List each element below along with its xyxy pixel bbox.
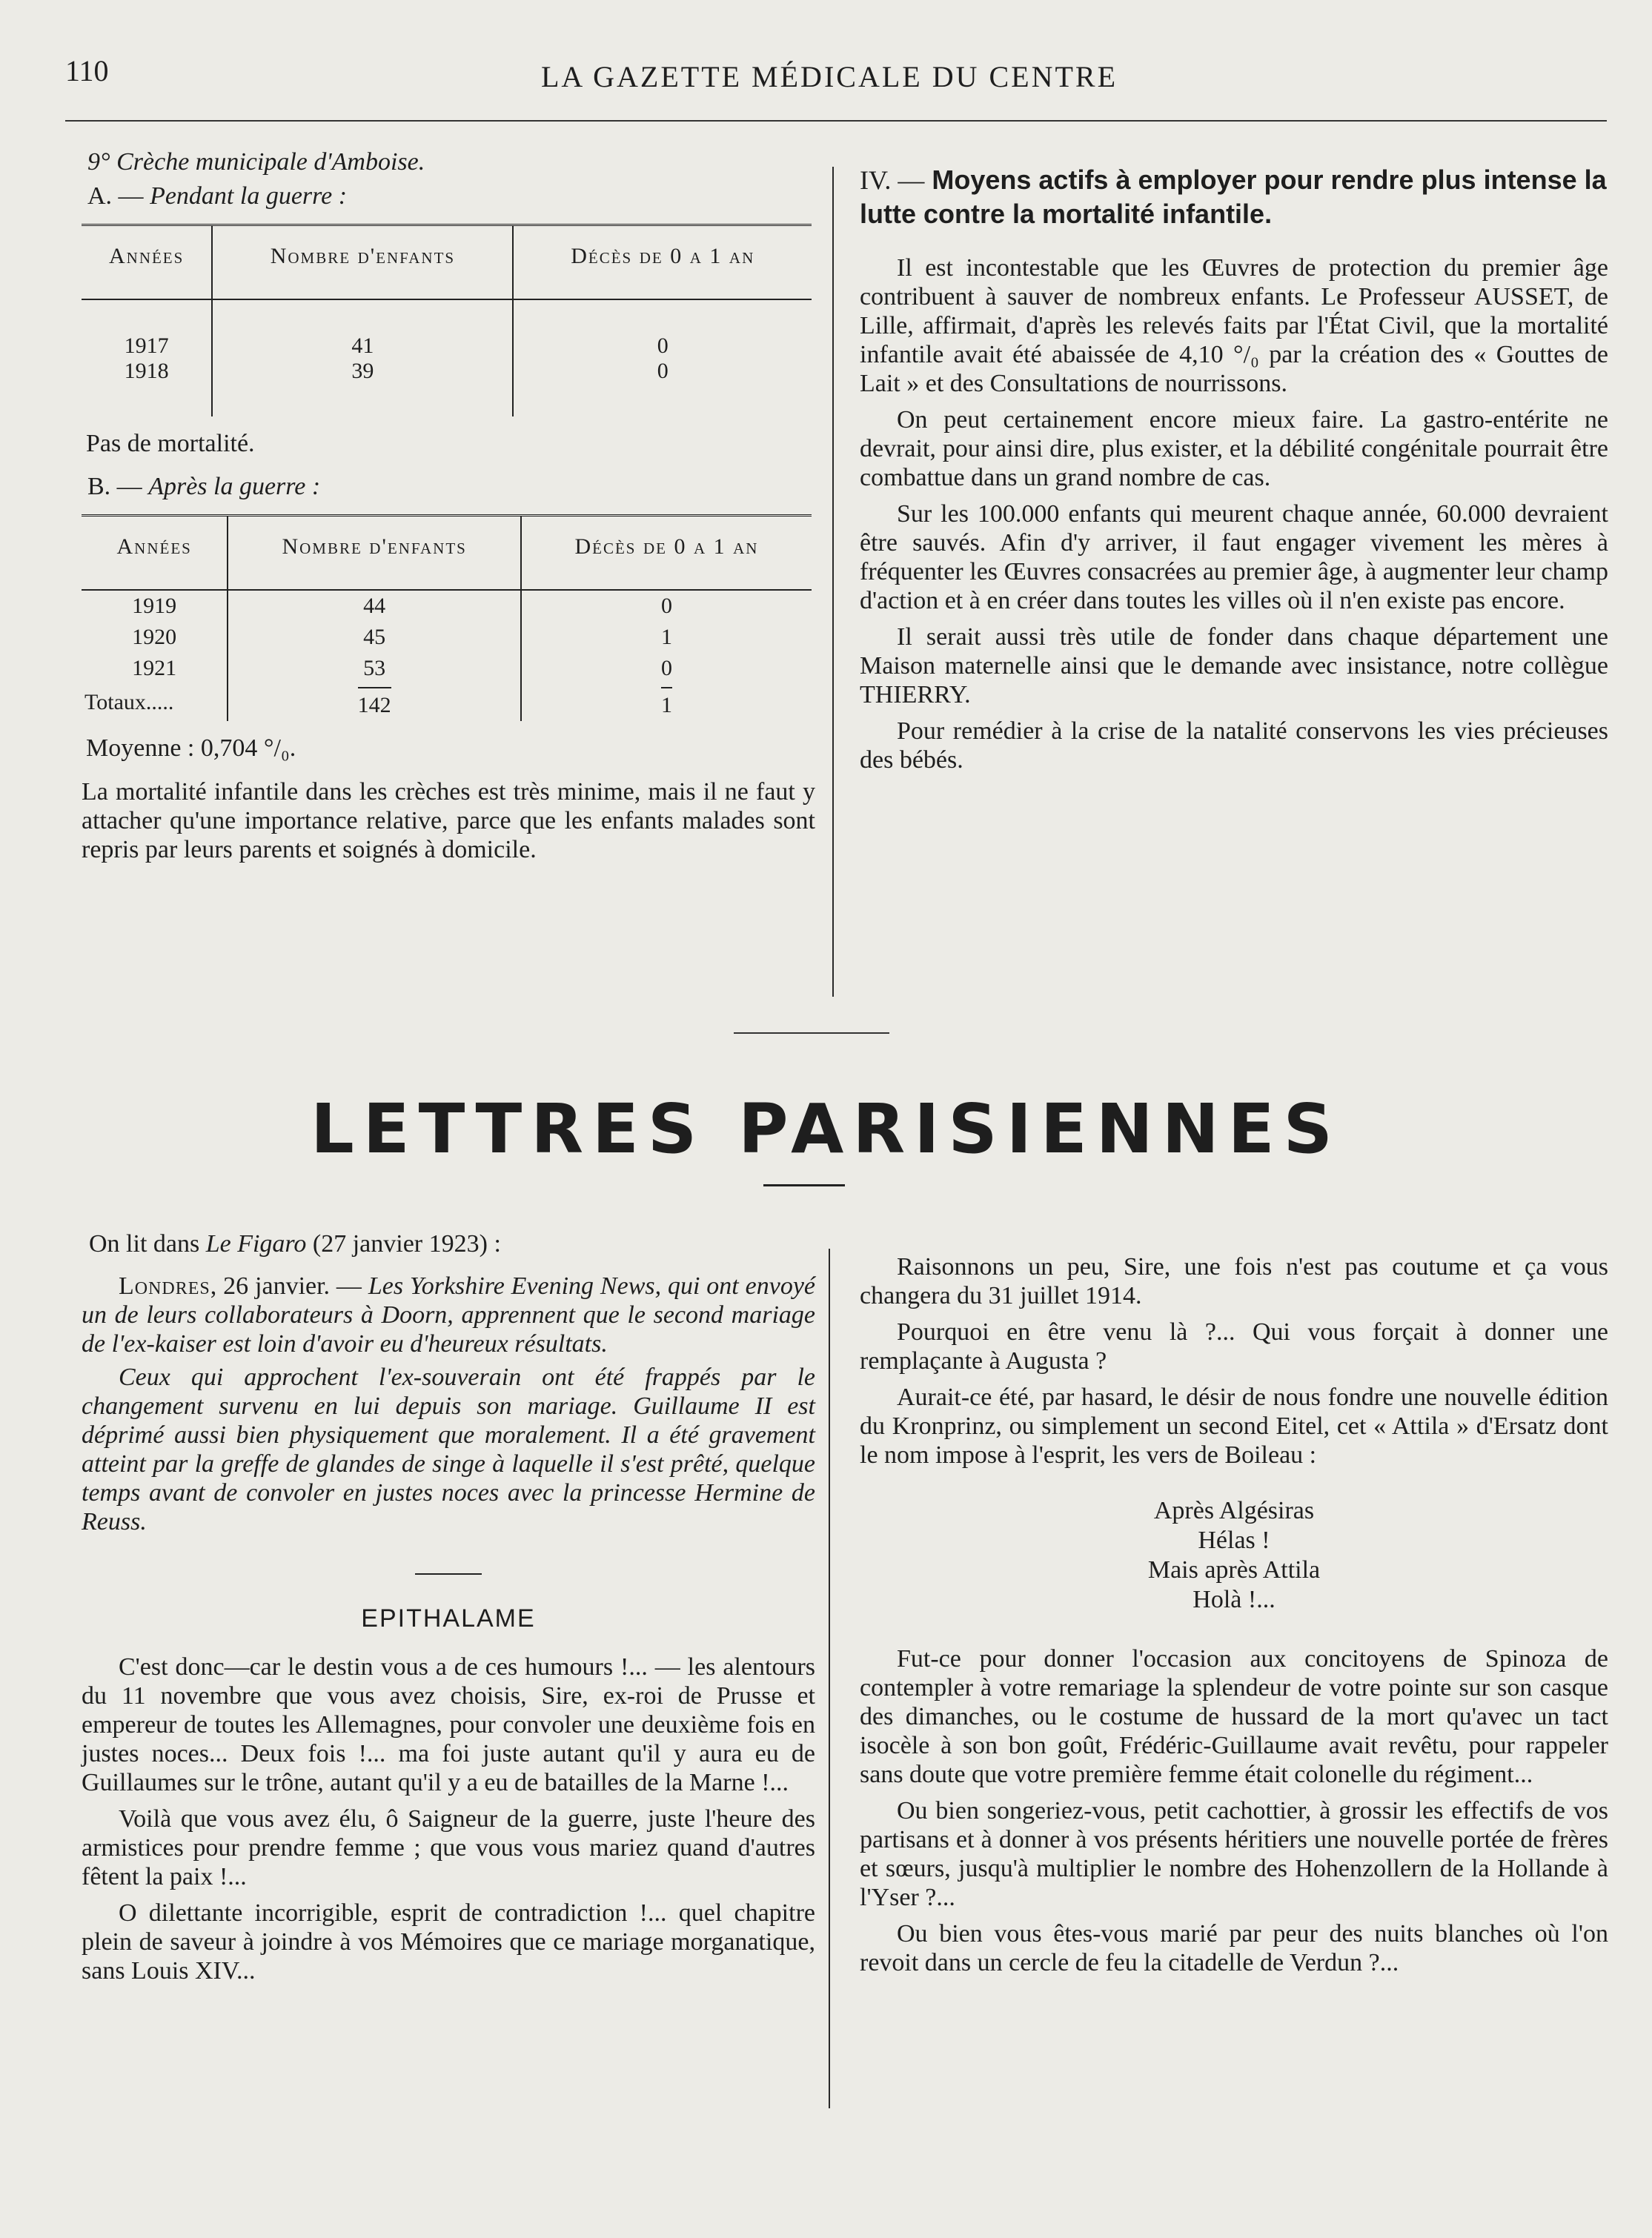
paragraph: Aurait-ce été, par hasard, le désir de nous fondre une nouvelle édition du Kronprinz, ou simplement un second Eitel, cet « Attila » d'Ersatz dont le nom impose à l'esprit, les vers de Boileau : <box>860 1384 1608 1469</box>
table-header: Années <box>82 225 212 300</box>
section-iv-heading <box>860 163 1608 231</box>
table-header: Nombre d'enfants <box>228 516 521 591</box>
newspaper-name: Le Figaro <box>205 1230 307 1258</box>
running-title: LA GAZETTE MÉDICALE DU CENTRE <box>541 60 1118 93</box>
epithalame-heading: EPITHALAME <box>361 1604 536 1633</box>
table-cell: 1919 <box>132 594 177 618</box>
table-cell: 0 0 <box>513 299 812 416</box>
table-cell: 1921 <box>132 656 177 680</box>
page-number: 110 <box>65 54 109 87</box>
creche-title: 9° Crèche municipale d'Amboise. <box>87 148 425 176</box>
table-row <box>82 299 812 416</box>
table-cell: 0 <box>521 653 812 684</box>
quote-paragraph <box>82 1272 815 1358</box>
table-cell: 1 <box>521 684 812 721</box>
header-rule <box>65 120 1607 122</box>
left-top-paragraph: La mortalité infantile dans les crèches est très minime, mais il ne faut y attacher qu'une importance relative, parce que les enfants malades sont repris par leurs parents et soignés à domicile. <box>82 778 815 863</box>
section-iv-number: IV. — <box>860 165 925 195</box>
quote-text: Les Yorkshire Evening News, qui ont envoyé un de leurs collaborateurs à Doorn, apprennent que le second mariage de l'ex-kaiser est loin d'avoir eu d'heureux résultats. <box>82 1272 815 1358</box>
table-cell: 45 <box>228 622 521 653</box>
left-column-bottom <box>82 1230 815 1985</box>
title-ornament-rule <box>734 1032 889 1034</box>
section-a-letter: A. — <box>87 182 144 210</box>
paragraph: O dilettante incorrigible, esprit de contradiction !... quel chapitre plein de saveur à joindre à vos Mémoires que ce mariage morganatique, sans Louis XIV... <box>82 1899 815 1985</box>
table-after-war <box>82 514 812 721</box>
paragraph: Ou bien vous êtes-vous marié par peur des nuits blanches où l'on revoit dans un cercle de feu la citadelle de Verdun ?... <box>860 1920 1608 1976</box>
verse-line: Hélas ! <box>1198 1527 1270 1554</box>
right-column-bottom <box>860 1245 1608 1977</box>
no-mortality-note: Pas de mortalité. <box>86 430 255 457</box>
separator-rule <box>415 1573 482 1575</box>
lead-text: On lit dans <box>89 1230 200 1258</box>
table-header: Années <box>82 516 228 591</box>
table-during-war <box>82 224 812 416</box>
table-cell: 142 <box>228 684 521 721</box>
paragraph: Il est incontestable que les Œuvres de protection du premier âge contribuent à sauver de nombreux enfants. Le Professeur AUSSET, de Lille, affirmait, d'après les relevés faits par l'État Civil, que la mortalité infantile avait été abaissée de 4,10 °/₀ par la création des « Gouttes de Lait » et des Consultations de nourrissons. <box>860 254 1608 397</box>
column-divider <box>829 1249 830 2108</box>
paragraph: C'est donc—car le destin vous a de ces humours !... — les alentours du 11 novembre que vous avez choisis, Sire, ex-roi de Prusse et empereur de toutes les Allemagnes, pour convoler une deuxième fois en justes noces... Deux fois !... ma foi juste autant qu'il y aura eu de Guillaumes sur le trône, autant qu'il y a eu de batailles de la Marne !... <box>82 1653 815 1796</box>
figaro-lead <box>89 1230 815 1258</box>
section-b-label <box>87 473 815 501</box>
table-cell: 41 39 <box>212 299 513 416</box>
section-b-text: Après la guerre : <box>148 473 321 500</box>
verse-line: Holà !... <box>1192 1586 1276 1613</box>
paragraph: Il serait aussi très utile de fonder dans chaque département une Maison maternelle ainsi que le demande avec insistance, notre collègue THIERRY. <box>860 623 1608 708</box>
table-cell: 44 <box>228 590 521 622</box>
boileau-verse <box>860 1496 1608 1615</box>
verse-line: Mais après Attila <box>1147 1556 1321 1584</box>
paragraph: Ou bien songeriez-vous, petit cachottier, à grossir les effectifs de vos partisans et à donner à vos présents héritiers une nouvelle portée de frères et sœurs, jusqu'à multiplier le nombre des Hohenzollern de la Hollande à l'Yser ?... <box>860 1797 1608 1911</box>
table-cell: 1920 <box>132 625 177 649</box>
dateline-date: , 26 janvier. — <box>210 1272 362 1300</box>
title-ornament-dash <box>763 1184 845 1186</box>
table-cell: 1917 1918 <box>124 333 169 383</box>
quote-paragraph: Ceux qui approchent l'ex-souverain ont été frappés par le changement survenu en lui depuis son mariage. Guillaume II est déprimé aussi bien physiquement que moralement. Il a été gravement atteint par la greffe de glandes de singe à laquelle il s'est prêté, quelque temps avant de convoler en justes noces avec la princesse Hermine de Reuss. <box>82 1364 815 1535</box>
table-header: Décès de 0 a 1 an <box>513 225 812 300</box>
table-cell: 0 <box>521 590 812 622</box>
table-row <box>82 622 812 653</box>
paragraph: Fut-ce pour donner l'occasion aux concitoyens de Spinoza de contempler à votre remariage la splendeur de votre pointe sur son casque des dimanches, ou le costume de hussard de la mort qu'avec un tact isocèle à son bon goût, Frédéric-Guillaume avait revêtu, pour rappeler sans doute que votre première femme était colonelle du régiment... <box>860 1645 1608 1788</box>
table-cell: 1 <box>521 622 812 653</box>
paragraph: On peut certainement encore mieux faire. La gastro-entérite ne devrait, pour ainsi dire, plus exister, et la débilité congénitale pourrait être combattue dans un grand nombre de cas. <box>860 406 1608 491</box>
average-line: Moyenne : 0,704 °/₀. <box>86 734 296 762</box>
column-divider <box>832 167 834 997</box>
table-total-row <box>82 684 812 721</box>
table-row <box>82 653 812 684</box>
section-iv-title: Moyens actifs à employer pour rendre plus intense la lutte contre la mortalité infantile. <box>860 165 1607 229</box>
paragraph: Voilà que vous avez élu, ô Saigneur de la guerre, juste l'heure des armistices pour prendre femme ; que vous vous mariez quand d'autres fêtent la paix !... <box>82 1805 815 1890</box>
paragraph: Pour remédier à la crise de la natalité conservons les vies précieuses des bébés. <box>860 717 1608 774</box>
table-row <box>82 590 812 622</box>
lead-date: (27 janvier 1923) : <box>312 1230 501 1258</box>
section-b-letter: B. — <box>87 473 142 500</box>
section-a-text: Pendant la guerre : <box>150 182 348 210</box>
left-column-top <box>82 148 815 864</box>
paragraph: Sur les 100.000 enfants qui meurent chaque année, 60.000 devraient être sauvés. Afin d'y arriver, il faut engager vivement les mères à fréquenter les Œuvres consacrées au premier âge, à augmenter leur champ d'action et à en créer dans toutes les villes où il n'en existe pas encore. <box>860 500 1608 614</box>
section-title: LETTRES PARISIENNES <box>311 1089 1341 1169</box>
table-cell: 53 <box>228 653 521 684</box>
table-header: Nombre d'enfants <box>212 225 513 300</box>
section-a-label <box>87 182 815 210</box>
right-column-top <box>860 148 1608 774</box>
table-header: Décès de 0 a 1 an <box>521 516 812 591</box>
verse-line: Après Algésiras <box>1153 1497 1315 1524</box>
paragraph: Raisonnons un peu, Sire, une fois n'est pas coutume et ça vous changera du 31 juillet 1914. <box>860 1253 1608 1309</box>
dateline-place: Londres <box>119 1272 210 1300</box>
paragraph: Pourquoi en être venu là ?... Qui vous forçait à donner une remplaçante à Augusta ? <box>860 1318 1608 1375</box>
total-label: Totaux..... <box>84 690 174 714</box>
